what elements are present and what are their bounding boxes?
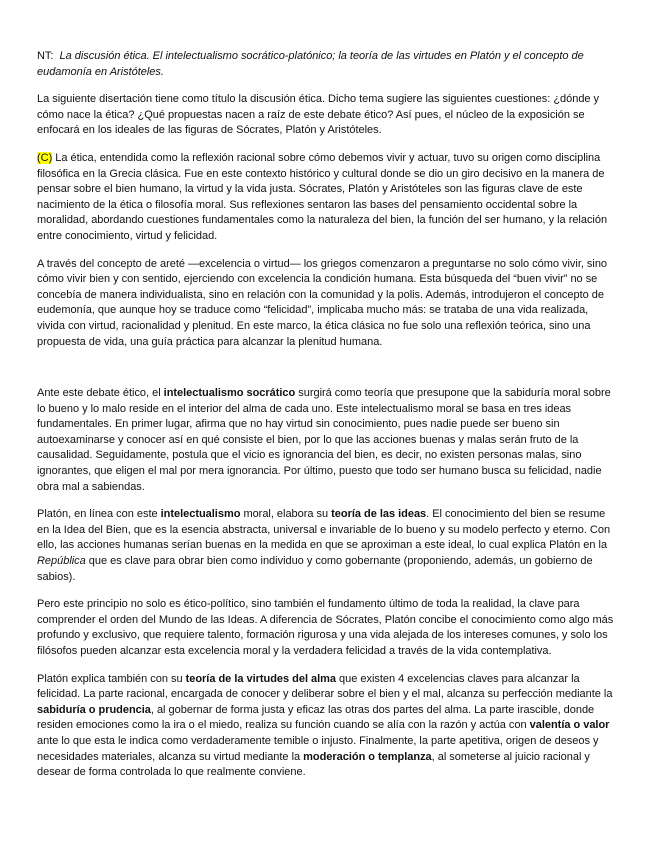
text-run: que es clave para obrar bien como individuo y como gobernante (proponiendo, además, un gobierno de sabios). [37, 555, 593, 583]
note-prefix: NT: [37, 50, 54, 62]
highlighted-marker: (C) [37, 151, 53, 164]
bold-term: intelectualismo [160, 508, 241, 521]
paragraph-ethics-origin [37, 151, 618, 245]
paragraph-text: La ética, entendida como la reflexión racional sobre cómo debemos vivir y actuar, tuvo su origen como disciplina filosófica en la Grecia clásica. Fue en este contexto histórico y cultural donde se dio un giro decisivo en la manera de pensar sobre el bien humano, la virtud y la vida justa. Sócrates, Platón y Aristóteles son las figuras clave de este nacimiento de la ética o filosofía moral. Sus reflexiones sentaron las bases del pensamiento occidental sobre la moralidad, abordando cuestiones fundamentales como la naturaleza del bien, la función del ser humano, y la relación entre conocimiento, virtud y felicidad. [37, 151, 608, 242]
bold-term: teoría de las ideas [331, 508, 427, 521]
blank-gap [37, 362, 618, 386]
bold-term: teoría de la virtudes del alma [185, 672, 337, 685]
text-run: Platón explica también con su [37, 672, 186, 685]
paragraph-arete: A través del concepto de areté —excelencia o virtud— los griegos comenzaron a preguntarse no solo cómo vivir, sino cómo vivir bien y con sentido, ejerciendo con excelencia la condición humana. Esta búsqueda del “buen vivir” no se concebía de manera individualista, sino en relación con la comunidad y la polis. Además, introdujeron el concepto de eudemonía, que aunque hoy se traduce como “felicidad”, implicaba mucho más: se trataba de una vida realizada, vivida con virtud, racionalidad y plenitud. En este marco, la ética clásica no fue solo una reflexión teórica, sino una propuesta de vida, una guía práctica para alcanzar la plenitud humana. [37, 257, 608, 348]
text-run: Ante este debate ético, el [37, 387, 164, 400]
paragraph-virtues-of-soul [37, 672, 618, 781]
text-run: Platón, en línea con este [37, 508, 161, 521]
intro-paragraph: La siguiente disertación tiene como título la discusión ética. Dicho tema sugiere las siguientes cuestiones: ¿dónde y cómo nace la ética? ¿Qué propuestas nacen a raíz de este debate ético? Así pues, el núcleo de la exposición se enfocará en los ideales de las figuras de Sócrates, Platón y Aristóteles. [37, 93, 600, 137]
bold-term: sabiduría o prudencia [37, 703, 151, 716]
italic-title: República [37, 555, 86, 568]
note-title: La discusión ética. El intelectualismo socrático-platónico; la teoría de las virtudes en Platón y el concepto de eudamonía en Aristóteles. [37, 50, 584, 78]
bold-term: valentía o valor [529, 719, 610, 732]
text-run: , al someterse al juicio racional y desear de forma controlada lo que realmente conviene. [37, 750, 590, 779]
paragraph-theory-of-ideas [37, 507, 618, 585]
paragraph-ethical-political: Pero este principio no solo es ético-político, sino también el fundamento último de toda la realidad, la clave para comprender el orden del Mundo de las Ideas. A diferencia de Sócrates, Platón concibe el conocimiento como algo más profundo y exclusivo, que requiere talento, formación rigurosa y una vida alejada de los intereses comunes, y solo los filósofos pueden alcanzar esta excelencia moral y la verdadera felicidad a través de la vida contemplativa. [37, 598, 614, 657]
text-run: ante lo que esta le indica como verdaderamente temible o injusto. Finalmente, la parte apetitiva, origen de deseos y necesidades materiales, alcanza su virtud mediante la [37, 734, 599, 763]
text-run: moral, elabora su [240, 508, 332, 521]
paragraph-socratic-intellectualism [37, 386, 618, 495]
bold-term: intelectualismo socrático [163, 387, 296, 400]
bold-term: moderación o templanza [303, 750, 432, 763]
text-run: , al gobernar de forma justa y eficaz las otras dos partes del alma. La parte irascible, donde residen emociones como la ira o el miedo, realiza su función cuando se alía con la razón y actúa con [37, 703, 595, 732]
text-run: surgirá como teoría que presupone que la sabiduría moral sobre lo bueno y lo malo reside en el interior del alma de cada uno. Este intelectualismo moral se basa en tres ideas fundamentales. En primer lugar, afirma que no hay virtud sin conocimiento, pues nadie puede ser bueno sin autoexaminarse y conocer así en qué consiste el bien, por lo que las acciones buenas y malas serán fruto de la causalidad. Seguidamente, postula que el vicio es ignorancia del bien, es decir, no existen personas malas, sino ignorantes, que eligen el mal por mera ignorancia. Por último, puesto que todo ser humano busca su felicidad, nadie obra mal a sabiendas. [37, 387, 611, 493]
note-heading [37, 49, 618, 80]
text-run: que existen 4 excelencias claves para alcanzar la felicidad. La parte racional, encargada de conocer y deliberar sobre el bien y el mal, alcanza su perfección mediante la [37, 672, 613, 701]
text-run: . El conocimiento del bien se resume en la Idea del Bien, que es la esencia abstracta, universal e invariable de lo bueno y su modelo perfecto y eterno. Con ello, las acciones humanas serían buenas en la medida en que se aproximan a este ideal, lo cual explica Platón en la [37, 508, 611, 552]
